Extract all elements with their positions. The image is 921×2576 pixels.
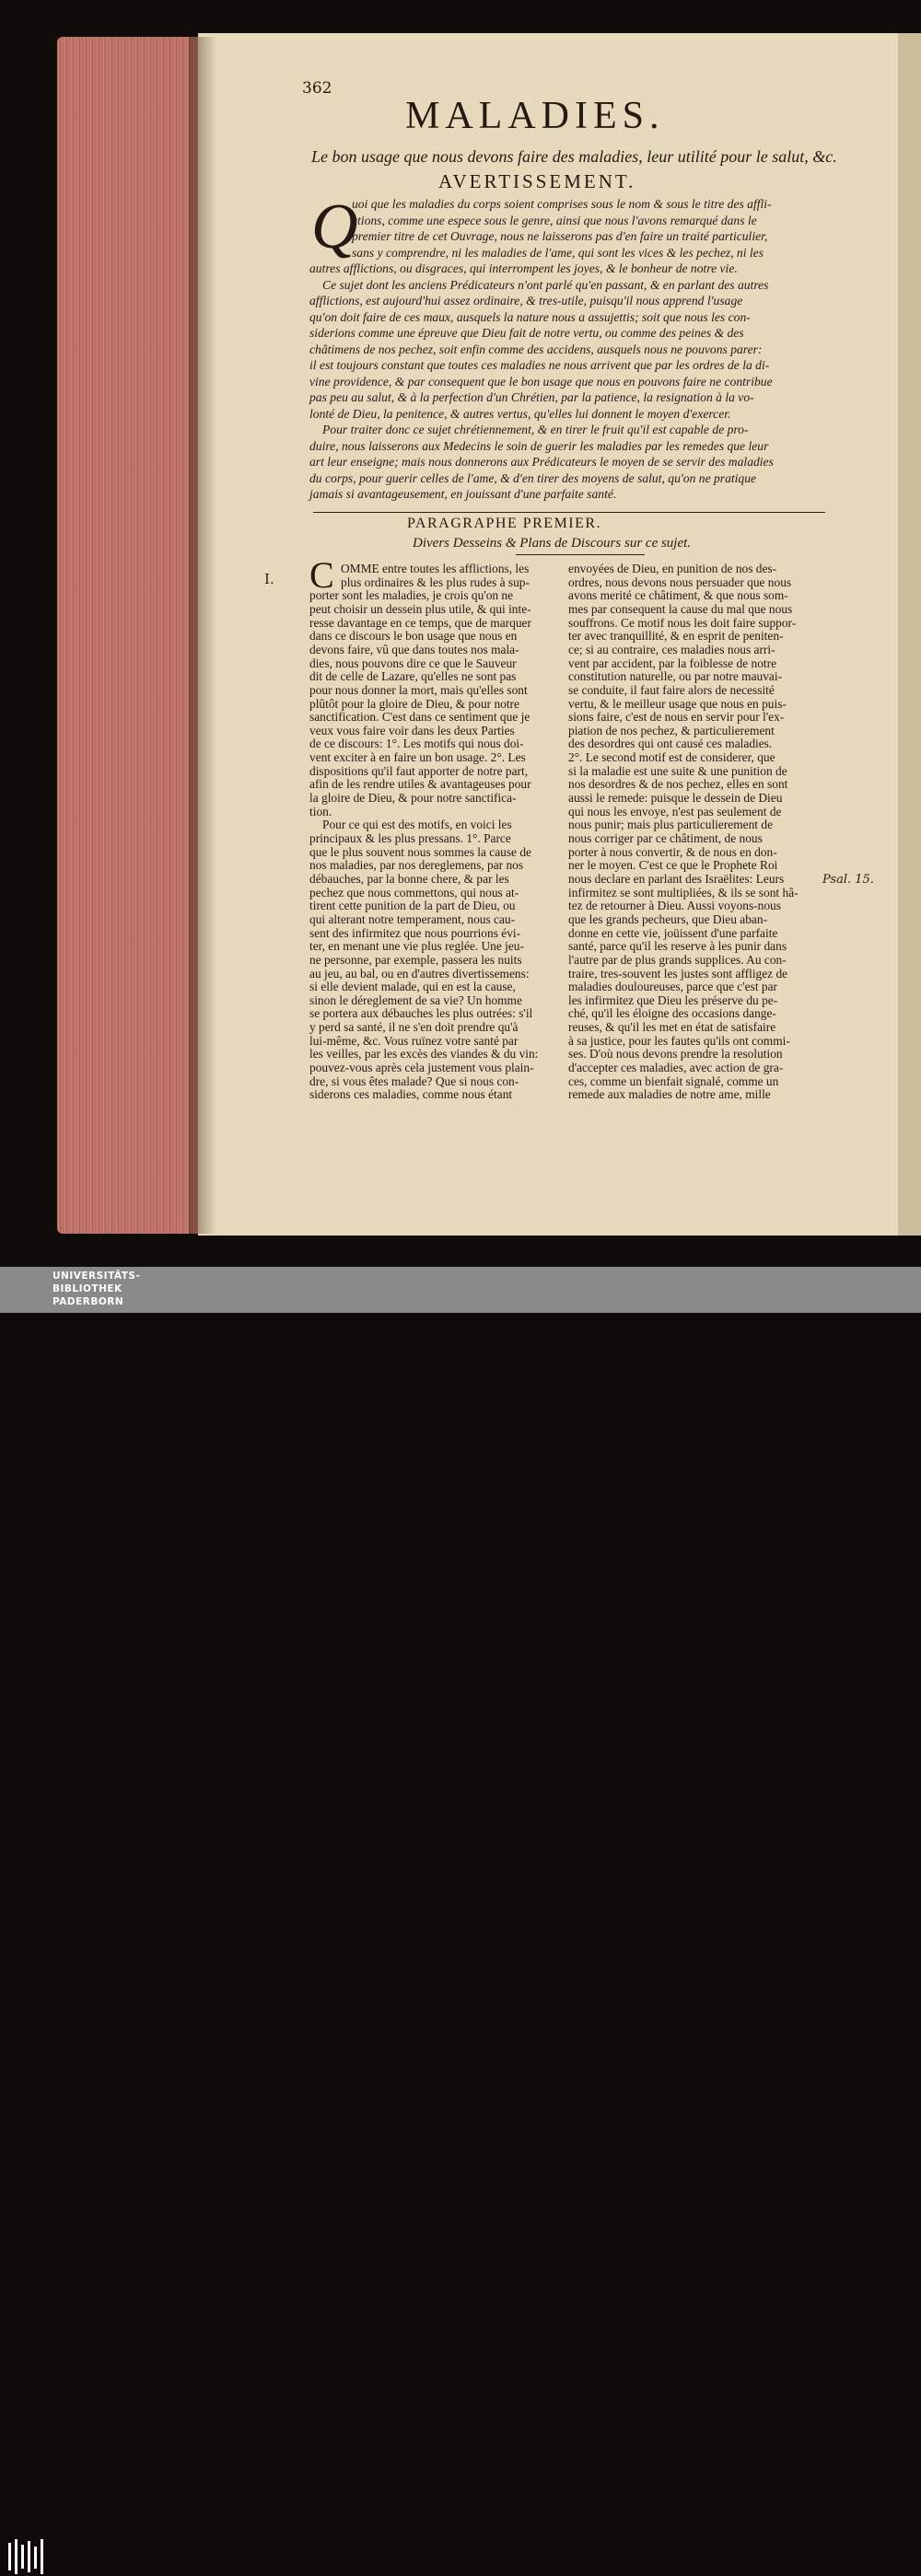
drop-cap: Q [311, 191, 358, 262]
text-line: d'accepter ces maladies, avec action de gra- [568, 1061, 784, 1075]
text-line: reuses, & qu'il les met en état de satisfaire [568, 1020, 776, 1035]
text-line: pour nous donner la mort, mais qu'elles sont [309, 682, 528, 697]
library-footer [0, 1267, 921, 1313]
paragraph-heading: PARAGRAPHE PREMIER. [407, 516, 602, 531]
text-line: nous declare en parlant des Israëlites: Leurs [568, 871, 785, 886]
text-line: se conduite, il faut faire alors de necessité [568, 682, 775, 697]
text-line: ordres, nous devons nous persuader que nous [568, 574, 792, 589]
text-line: veux vous faire voir dans les deux Parties [309, 723, 515, 737]
text-line: mes par consequent la cause du mal que nous [568, 601, 793, 616]
text-line: que le plus souvent nous sommes la cause de [309, 844, 531, 859]
notice-heading: AVERTISSEMENT. [438, 170, 636, 192]
text-line: ces, comme un bienfait signalé, comme un [568, 1073, 779, 1088]
divider-rule [313, 512, 825, 513]
notice-line: lonté de Dieu, la penitence, & autres vertus, qu'elles lui donnent le moyen d'exercer. [309, 406, 731, 421]
text-line: sinon le déreglement de sa vie? Un homme [309, 992, 522, 1007]
text-line: se portera aux débauches les plus outrées: s'il [309, 1006, 533, 1021]
text-line: dans ce discours le bon usage que nous en [309, 629, 518, 644]
text-line: OMME entre toutes les afflictions, les [341, 562, 530, 575]
notice-line: il est toujours constant que toutes ces maladies ne nous arrivent que par les ordres de la di- [309, 358, 770, 372]
text-line: plûtôt pour la gloire de Dieu, & pour notre [309, 696, 519, 711]
notice-line: qu'on doit faire de ces maux, ausquels la nature nous a assujettis; soit que nous les con- [309, 309, 751, 324]
text-line: que les grands pecheurs, que Dieu aban- [568, 911, 768, 926]
text-line: afin de les rendre utiles & avantageuses pour [309, 777, 531, 792]
text-line: donne en cette vie, joüissent d'une parfaite [568, 925, 778, 940]
notice-line: autres afflictions, ou disgraces, qui interrompent les joyes, & le bonheur de notre vie. [309, 261, 738, 275]
text-line: maladies douloureuses, parce que c'est par [568, 980, 777, 994]
text-line: piation de nos pechez, & particulierement [568, 723, 775, 737]
text-line: santé, parce qu'il les reserve à les punir dans [568, 939, 787, 954]
footer-line: PADERBORN [52, 1296, 124, 1307]
text-line: vent exciter à en faire un bon usage. 2°. Les [309, 750, 526, 765]
text-line: nous corriger par ce châtiment, de nous [568, 831, 763, 845]
text-line: ter, en menant une vie plus reglée. Une jeu- [309, 939, 524, 954]
notice-line: ctions, comme une espece sous le genre, ainsi que nous l'avons remarqué dans le [352, 213, 757, 227]
text-line: à sa justice, pour les fautes qu'ils ont commi- [568, 1033, 790, 1048]
text-line: souffrons. Ce motif nous les doit faire suppor- [568, 615, 797, 630]
text-line: y perd sa santé, il ne s'en doit prendre qu'à [309, 1020, 519, 1035]
text-line: les veilles, par les excès des viandes & du vin: [309, 1047, 539, 1062]
text-line: ché, qu'il les éloigne des occasions dange- [568, 1006, 776, 1021]
text-line: l'autre par de plus grands supplices. Au con- [568, 952, 787, 967]
text-line: porter à nous convertir, & de nous en don- [568, 844, 777, 859]
text-line: nous punir; mais plus particulierement de [568, 818, 774, 832]
notice-line: sans y comprendre, ni les maladies de l'ame, qui sont les vices & les pechez, ni les [352, 245, 764, 260]
text-line: si la maladie est une suite & une punition de [568, 763, 787, 778]
divider-rule [516, 554, 645, 555]
notice-line: duire, nous laisserons aux Medecins le soin de guerir les maladies par les remedes que leur [309, 438, 769, 453]
text-line: remede aux maladies de notre ame, mille [568, 1087, 771, 1102]
text-line: la gloire de Dieu, & pour notre sanctifica- [309, 791, 517, 806]
text-line: tirent cette punition de la part de Dieu, ou [309, 899, 516, 913]
text-line: sanctification. C'est dans ce sentiment que je [309, 710, 530, 725]
notice-line: châtimens de nos pechez, soit enfin comme des accidens, ausquels nous ne pouvons parer: [309, 342, 763, 356]
text-line: au jeu, au bal, ou en d'autres divertissemens: [309, 966, 530, 981]
library-logo-icon [7, 2537, 46, 2576]
text-line: des desordres qui ont causé ces maladies. [568, 737, 773, 751]
notice-line: uoi que les maladies du corps soient comprises sous le nom & sous le titre des affli- [352, 197, 772, 211]
text-line: nos maladies, par nos dereglemens, par nos [309, 858, 524, 873]
text-line: ne personne, par exemple, passera les nuits [309, 952, 522, 967]
footer-line: UNIVERSITÄTS- [52, 1271, 141, 1282]
text-line: dispositions qu'il faut apporter de notre part, [309, 763, 529, 778]
book-scan [0, 0, 921, 1267]
text-line: dit de celle de Lazare, qu'elles ne sont pas [309, 669, 517, 684]
text-line: porter sont les maladies, je crois qu'on ne [309, 588, 514, 603]
text-line: Pour ce qui est des motifs, en voici les [322, 818, 512, 832]
notice-line: jamais si avantageusement, en jouissant d'une parfaite santé. [309, 487, 617, 501]
page-number: 362 [302, 79, 332, 98]
text-line: dies, nous pouvons dire ce que le Sauveur [309, 656, 517, 670]
section-number: I. [264, 571, 274, 587]
page-edges [57, 37, 200, 1234]
footer-line: BIBLIOTHEK [52, 1283, 122, 1294]
text-line: de ce discours: 1°. Les motifs qui nous doi- [309, 737, 524, 751]
notice-line: premier titre de cet Ouvrage, nous ne laisserons pas d'en faire un traité particulier, [352, 229, 768, 243]
text-line: vertu, & le meilleur usage que nous en puis- [568, 696, 787, 711]
text-line: devons faire, vû que dans toutes nos mala- [309, 642, 519, 656]
text-line: sions faire, c'est de nous en servir pour l'ex- [568, 710, 785, 725]
paragraph-subheading: Divers Desseins & Plans de Discours sur ce sujet. [413, 536, 692, 551]
text-line: sent des infirmitez que nous pourrions évi- [309, 925, 521, 940]
notice-line: art leur enseigne; mais nous donnerons aux Prédicateurs le moyen de se servir des maladies [309, 455, 774, 469]
notice-line: afflictions, est aujourd'hui assez ordinaire, & tres-utile, puisqu'il nous apprend l'usage [309, 294, 743, 307]
text-line: ner le moyen. C'est ce que le Prophete Roi [568, 858, 778, 873]
margin-reference: Psal. 15. [822, 873, 874, 887]
text-line: ce; si au contraire, ces maladies nous arri- [568, 642, 775, 656]
text-line: envoyées de Dieu, en punition de nos des- [568, 562, 777, 575]
notice-line: du corps, pour guerir celles de l'ame, & d'en tirer des moyens de salut, qu'on ne pratique [309, 470, 757, 485]
notice-line: vine providence, & par consequent que le bon usage que nous en pouvons faire ne contribue [309, 374, 773, 389]
text-line: constitution naturelle, ou par notre mauvai- [568, 669, 783, 684]
text-line: ter avec tranquillité, & en esprit de peniten- [568, 629, 784, 644]
text-line: tez de retourner à Dieu. Aussi voyons-nous [568, 899, 781, 913]
notice-line: pas peu au salut, & à la perfection d'un Chrétien, par la patience, la resignation à la vo- [309, 390, 754, 404]
text-line: qui alterant notre temperament, nous cau- [309, 911, 516, 926]
text-line: lui-même, &c. Vous ruïnez votre santé par [309, 1033, 519, 1048]
text-line: vent par accident, par la foiblesse de notre [568, 656, 777, 670]
text-line: ses. D'où nous devons prendre la resolution [568, 1047, 783, 1062]
text-line: les infirmitez que Dieu les préserve du pe- [568, 992, 778, 1007]
text-line: aussi le remede: puisque le dessein de Dieu [568, 791, 783, 806]
text-line: si elle devient malade, qui en est la cause, [309, 980, 516, 994]
facing-page-edge [898, 33, 921, 1236]
text-line: tion. [309, 804, 332, 818]
text-line: débauches, par la bonne chere, & par les [309, 871, 509, 886]
text-line: principaux & les plus pressans. 1°. Parce [309, 831, 511, 845]
text-line: plus ordinaires & les plus rudes à sup- [341, 574, 530, 589]
page-title: MALADIES. [405, 95, 665, 137]
text-line: siderons ces maladies, comme nous étant [309, 1087, 513, 1102]
text-line: pechez que nous commettons, qui nous at- [309, 885, 519, 899]
page-subtitle: Le bon usage que nous devons faire des maladies, leur utilité pour le salut, &c. [311, 147, 837, 166]
notice-line: siderions comme une épreuve que Dieu fait de notre vertu, ou comme des peines & des [309, 326, 744, 340]
text-line: peut choisir un dessein plus utile, & qui inte- [309, 601, 531, 616]
text-line: infirmitez se sont multipliées, & ils se sont hâ- [568, 885, 799, 899]
text-line: pouvez-vous après cela justement vous plain- [309, 1061, 534, 1075]
drop-cap: C [309, 554, 334, 596]
text-line: nos desordres & de nos pechez, elles en sont [568, 777, 788, 792]
text-line: traire, tres-souvent les justes sont affligez de [568, 966, 788, 981]
text-line: resse davantage en ce temps, que de marquer [309, 615, 531, 630]
notice-line: Ce sujet dont les anciens Prédicateurs n'ont parlé qu'en passant, & en parlant des autres [322, 277, 769, 292]
text-line: qui nous les envoye, n'est pas seulement de [568, 804, 782, 818]
text-line: 2°. Le second motif est de considerer, que [568, 750, 775, 765]
text-line: dre, si vous êtes malade? Que si nous con- [309, 1073, 519, 1088]
spine-shadow [189, 37, 216, 1234]
text-line: avons merité ce châtiment, & que nous som- [568, 588, 788, 603]
notice-line: Pour traiter donc ce sujet chrétiennement, & en tirer le fruit qu'il est capable de pro- [322, 423, 749, 436]
